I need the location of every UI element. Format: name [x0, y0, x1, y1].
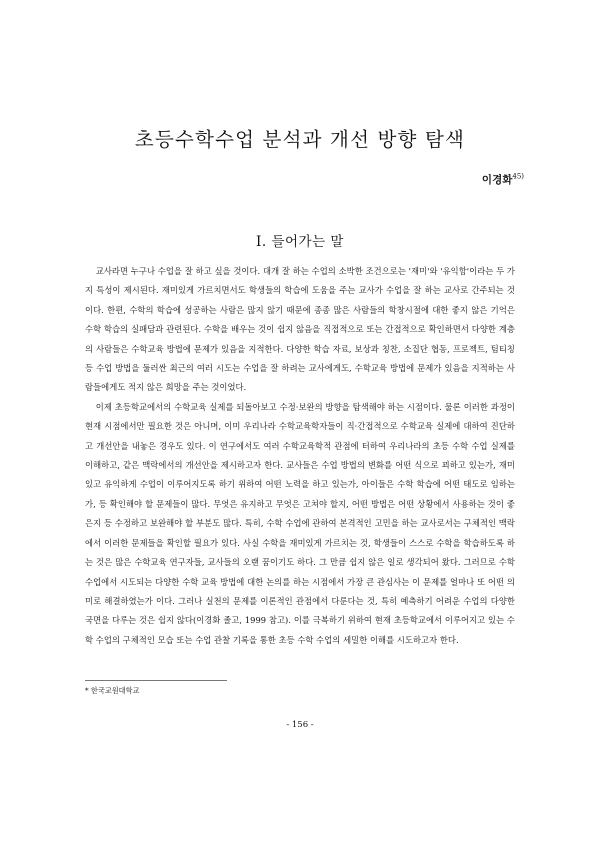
- paragraph: 교사라면 누구나 수업을 잘 하고 싶을 것이다. 대개 잘 하는 수업의 소박한 조건으로는 '재미'와 '유익함'이라는 두 가지 특성이 제시된다. 재미있게 가르치면서도 학생들의 학습에 도움을 주는 교사가 수업을 잘 하는 교사로 간주되는 것이다. 한편, 수학의 학습에 성공하는 사람은 많지 않기 때문에 종종 많은 사람들의 학창시절에 대한 좋지 않은 기억은 수학 학습의 실패담과 관련된다. 수학을 배우는 것이 쉽지 않음을 직접적으로 또는 간접적으로 확인하면서 다양한 계층의 사람들은 수학교육 방법에 문제가 있음을 지적한다. 다양한 학습 자료, 보상과 칭찬, 소집단 협동, 프로젝트, 팀티칭 등 수업 방법을 둘러싼 최근의 여러 시도는 수업을 잘 하려는 교사에게도, 수학교육 방법에 문제가 있음을 지적하는 사람들에게도 적지 않은 희망을 주는 것이었다.: [85, 266, 515, 393]
- author-name-text: 이경화: [481, 174, 513, 186]
- author-name: [482, 172, 524, 187]
- footnote-divider: [85, 680, 227, 681]
- footnote: * 한국교원대학교: [85, 686, 140, 695]
- body-text: [85, 262, 515, 650]
- paper-title: 초등수학수업 분석과 개선 방향 탐색: [134, 128, 466, 151]
- section-heading: Ⅰ. 들어가는 말: [256, 234, 344, 250]
- author-footnote-mark: 45): [512, 172, 524, 181]
- paragraph: 이제 초등학교에서의 수학교육 실제를 되돌아보고 수정·보완의 방향을 탐색해야 하는 시점이다. 물론 이러한 과정이 현재 시점에서만 필요한 것은 아니며, 이미 우리나라 수학교육학자들이 직·간접적으로 수학교육 실제에 대하여 진단하고 개선안을 내놓은 경우도 있다. 이 연구에서도 여러 수학교육학적 관점에 터하여 우리나라의 초등 수학 수업 실제를 이해하고, 같은 맥락에서의 개선안을 제시하고자 한다. 교사들은 수업 방법의 변화를 어떤 식으로 꾀하고 있는가, 재미있고 유익하게 수업이 이루어지도록 하기 위하여 어떤 노력을 하고 있는가, 아이들은 수학 학습에 어떤 태도로 임하는가, 등 확인해야 할 문제들이 많다. 무엇은 유지하고 무엇은 고쳐야 할지, 어떤 방법은 어떤 상황에서 사용하는 것이 좋은지 등 수정하고 보완해야 할 부분도 많다. 특히, 수학 수업에 관하여 본격적인 고민을 하는 교사로서는 구체적인 맥락에서 이러한 문제들을 확인할 필요가 있다. 사실 수학을 재미있게 가르치는 것, 학생들이 스스로 수학을 학습하도록 하는 것은 많은 수학교육 연구자들, 교사들의 오랜 꿈이기도 하다. 그 만큼 쉽지 않은 일로 생각되어 왔다. 그러므로 수학 수업에서 시도되는 다양한 수학 교육 방법에 대한 논의를 하는 시점에서 가장 큰 관심사는 이 문제를 얼마나 또 어떤 의미로 해결하였는가 이다. 그러나 실천의 문제를 이론적인 관점에서 다룬다는 것, 특히 예측하기 어려운 수업의 다양한 국면을 다루는 것은 쉽지 않다(이경화 졸고, 1999 참고). 이를 극복하기 위하여 현재 초등학교에서 이루어지고 있는 수학 수업의 구체적인 모습 또는 수업 관찰 기록을 통한 초등 수학 수업의 세밀한 이해를 시도하고자 한다.: [85, 401, 515, 645]
- page-number: - 156 -: [286, 720, 314, 730]
